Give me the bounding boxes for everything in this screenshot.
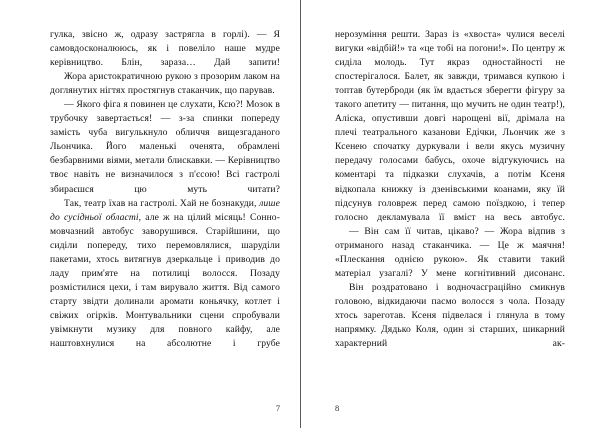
- paragraph: [50, 197, 280, 352]
- page-right-text-block: [335, 28, 565, 351]
- paragraph: нерозуміння решти. Зараз із «хвоста» чулися веселі вигуки «відбій!» та «це тобі на погони!». По центру ж сиділа молодь. Тут якраз одностайності не спостерігалося. Балет, як завжди, тримався купкою і топтав бутерброди (як їм вдається зберегти фігуру за такого апетиту — питання, що мучить не один театр!), Аліска, опустивши довгі нарощені вії, дрімала на плечі театрального казанови Едічки, Льончик же з Ксенею спочатку дуркували і вели якусь музичну передачу голосами бабусь, охоче відгукуючись на коментарі та підказки слухачів, а потім Ксеня відкопала книжку із дзенівськими коанами, яку їй підсунув головреж перед самою поїздкою, і тепер голосно декламувала її вміст на весь автобус.: [335, 29, 565, 223]
- paragraph: — Він сам її читав, цікаво? — Жора відпив з отриманого назад стаканчика. — Це ж маячня! «Плескання однією рукою». Як ставити такий матеріал узагалі? У мене когнітивний дисонанс.: [335, 225, 565, 279]
- paragraph: Жора аристократичною рукою з прозорим лаком на доглянутих нігтях простягнув стаканчик, що парував.: [50, 71, 280, 97]
- page-number-right: 8: [335, 404, 340, 413]
- paragraph: Він роздратовано і водночасграційно смикнув головою, відкидаючи пасмо волосся з чола. Позаду хтось зареготав. Ксеня підвелася і глянула в тому напрямку. Дядько Коля, один зі старших, шикарний характерний ак-: [335, 281, 565, 350]
- paragraph-segment-roman: , але ж на цілий місяць! Сонно-мовчазний автобус заворушився. Старійшини, що сиділи попереду, тихо перемовлялися, шаруділи пакетами, хтось витягнув дзеркальце і приводив до ладу прим'яте на потилиці волосся. Позаду розмістилися цехи, і там вирувало життя. Від самого старту звідти долинали аромати коньячку, котлет і свіжих огірків. Монтувальники сцени спробували увімкнути музику для повного кайфу, але наштовхнулися на абсолютне і грубе: [50, 211, 280, 350]
- page-left-text-block: [50, 28, 280, 351]
- paragraph-segment-roman: Так, театр їхав на гастролі. Хай не бознакуди,: [64, 197, 260, 209]
- page-number-left: 7: [275, 404, 280, 413]
- paragraph-segment-italic: лише до сусідньої області: [50, 197, 280, 223]
- paragraph: гулка, звісно ж, одразу застрягла в горлі). — Я самовдосконалююсь, як і повеліло наше мудре керівництво. Блін, зараза… Дай запити!: [50, 29, 280, 69]
- page-right: [300, 0, 600, 428]
- paragraph: — Якого фіга я повинен це слухати, Ксю?! Мозок в трубочку завертається! — з-за спинки попереду замість чуба вигулькнуло обличчя вищезгаданого Льончика. Його маленькі оченята, обрамлені безбарвними віями, метали блискавки. — Керівництво твоє навіть не визначилося з п'єсою! Всі гастролі збираєшся цю муть читати?: [50, 99, 280, 195]
